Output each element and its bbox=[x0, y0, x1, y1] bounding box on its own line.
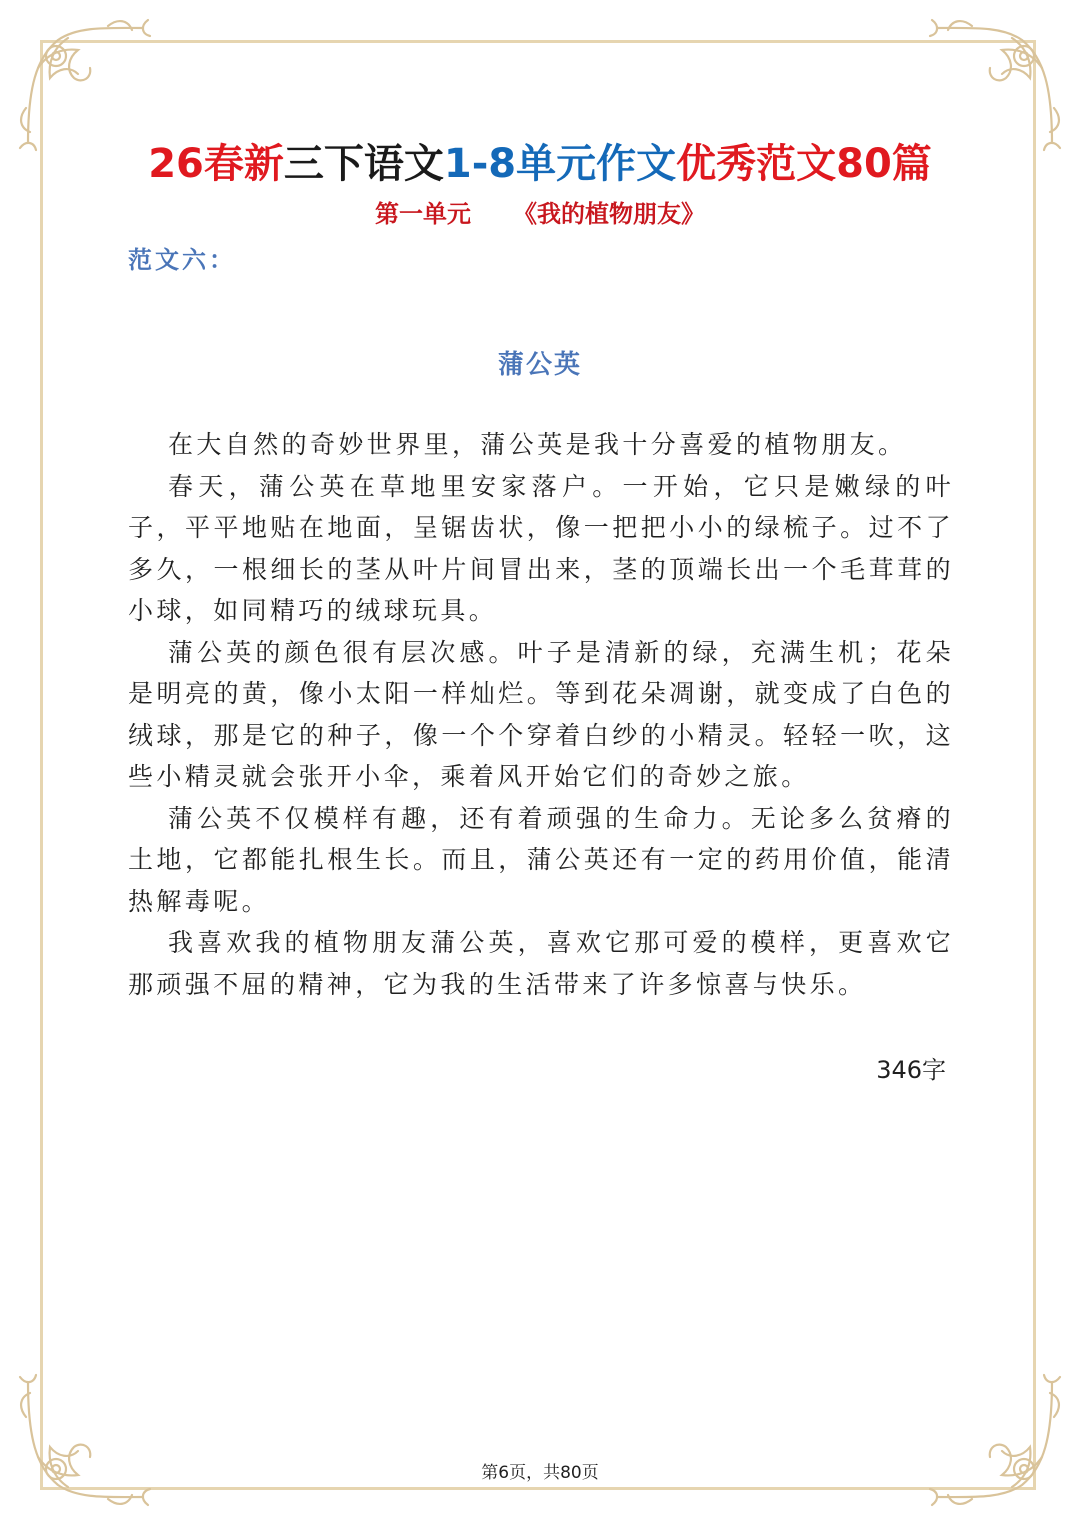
corner-ornament-bottom-left bbox=[8, 1367, 158, 1517]
essay-paragraph: 我喜欢我的植物朋友蒲公英，喜欢它那可爱的模样，更喜欢它那顽强不屈的精神，它为我的生活带来了许多惊喜与快乐。 bbox=[128, 928, 954, 999]
title-part-grade: 26春新 bbox=[148, 141, 284, 187]
unit-subtitle bbox=[0, 194, 1080, 229]
essay-body bbox=[128, 424, 954, 1005]
essay-paragraph: 春天，蒲公英在草地里安家落户。一开始，它只是嫩绿的叶子，平平地贴在地面，呈锯齿状，像一把把小小的绿梳子。过不了多久，一根细长的茎从叶片间冒出来，茎的顶端长出一个毛茸茸的小球，如同精巧的绒球玩具。 bbox=[128, 471, 954, 625]
title-part-subject: 三下语文 bbox=[283, 141, 444, 187]
title-part-units: 1-8单元作文 bbox=[443, 141, 677, 187]
page-number: 第6页，共80页 bbox=[481, 1463, 599, 1483]
essay-paragraph: 在大自然的奇妙世界里，蒲公英是我十分喜爱的植物朋友。 bbox=[168, 430, 907, 459]
corner-ornament-bottom-right bbox=[922, 1367, 1072, 1517]
title-part-collection: 优秀范文80篇 bbox=[676, 141, 932, 187]
unit-topic: 《我的植物朋友》 bbox=[513, 199, 705, 228]
essay-title: 蒲公英 bbox=[497, 350, 582, 380]
essay-paragraph: 蒲公英不仅模样有趣，还有着顽强的生命力。无论多么贫瘠的土地，它都能扎根生长。而且，蒲公英还有一定的药用价值，能清热解毒呢。 bbox=[128, 803, 954, 916]
example-label: 范文六： bbox=[128, 245, 236, 274]
document-title bbox=[0, 132, 1080, 189]
essay-paragraph: 蒲公英的颜色很有层次感。叶子是清新的绿，充满生机；花朵是明亮的黄，像小太阳一样灿烂。等到花朵凋谢，就变成了白色的绒球，那是它的种子，像一个个穿着白纱的小精灵。轻轻一吹，这些小精灵就会张开小伞，乘着风开始它们的奇妙之旅。 bbox=[128, 637, 954, 791]
word-count: 346字 bbox=[876, 1056, 946, 1084]
unit-label: 第一单元 bbox=[375, 199, 471, 228]
